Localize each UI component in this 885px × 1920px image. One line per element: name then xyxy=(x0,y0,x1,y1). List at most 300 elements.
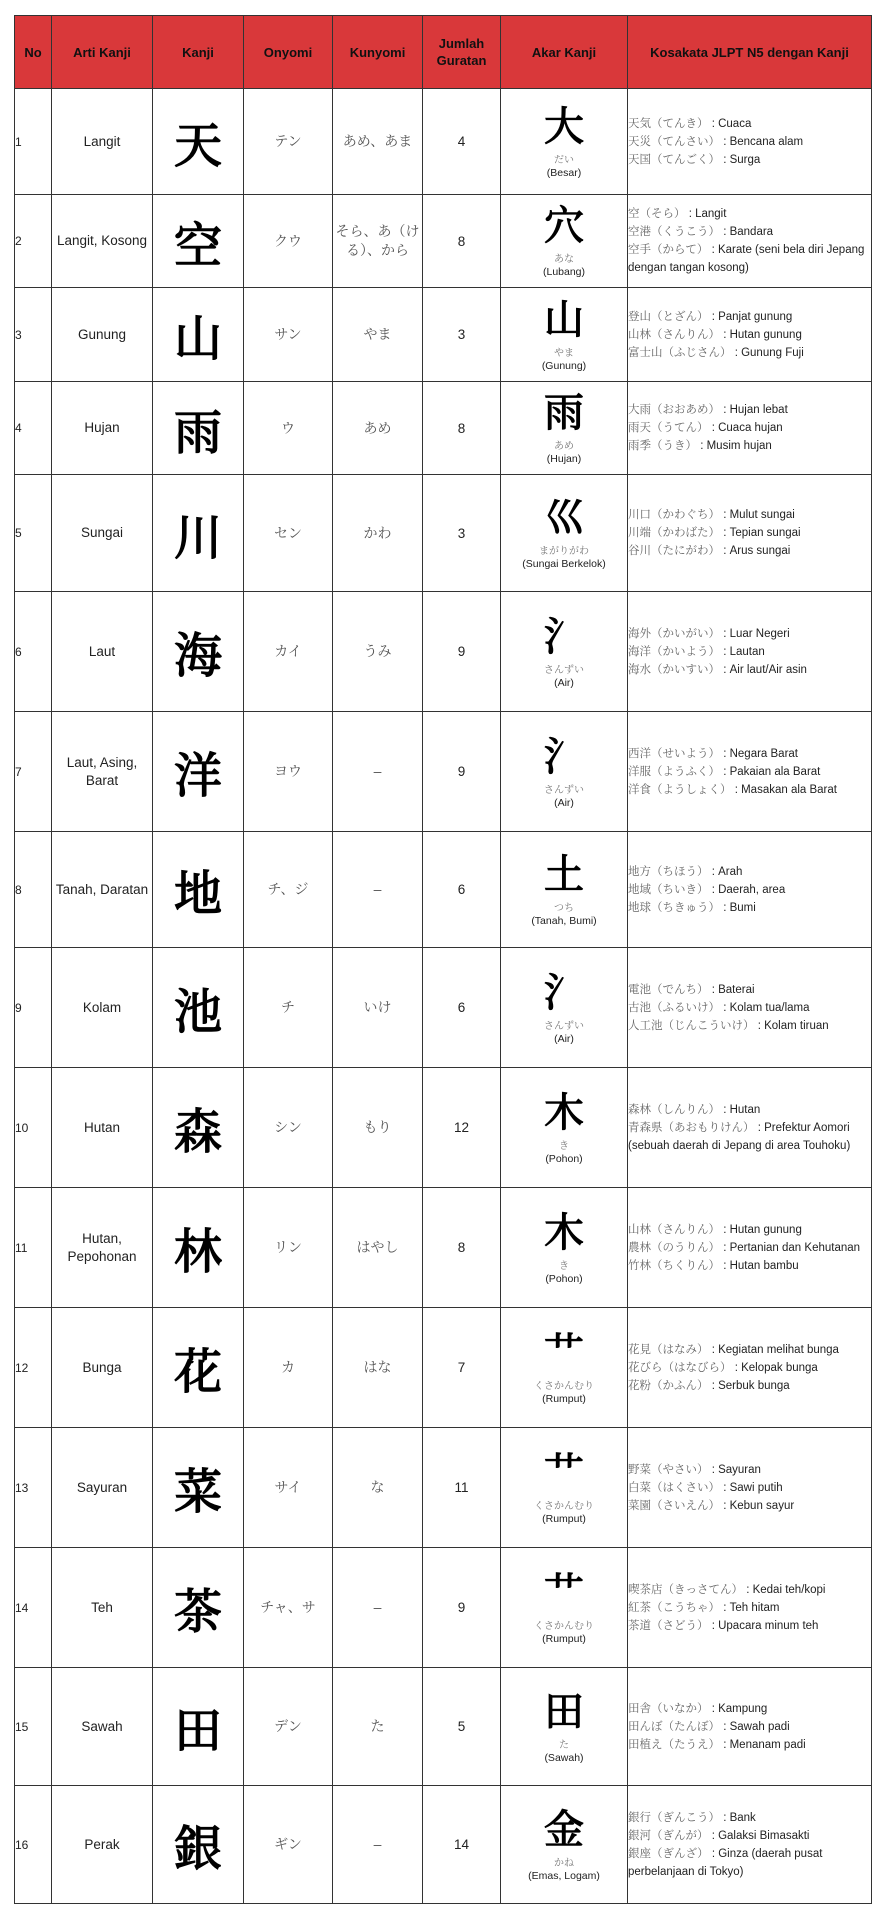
onyomi-reading: チャ、サ xyxy=(244,1548,333,1668)
vocab-item xyxy=(628,1341,871,1359)
kanji-meaning: Langit, Kosong xyxy=(52,195,153,288)
kunyomi-reading: た xyxy=(333,1668,423,1786)
vocab-item xyxy=(628,1461,871,1479)
vocab-japanese: 白菜（はくさい） xyxy=(628,1481,720,1494)
kanji-meaning: Sayuran xyxy=(52,1428,153,1548)
vocab-meaning: : Kegiatan melihat bunga xyxy=(711,1343,839,1356)
vocab-item xyxy=(628,1119,871,1155)
radical-glyph: 艹 xyxy=(544,1449,584,1496)
radical-meaning: (Rumput) xyxy=(542,1392,586,1405)
vocab-japanese: 空港（くうこう） xyxy=(628,226,720,238)
radical-reading: だい xyxy=(554,154,574,166)
kunyomi-reading: – xyxy=(333,712,423,832)
onyomi-reading: サン xyxy=(244,288,333,382)
stroke-count: 4 xyxy=(423,89,501,195)
kunyomi-reading: かわ xyxy=(333,475,423,592)
vocab-japanese: 銀座（ぎんざ） xyxy=(628,1847,709,1860)
radical-glyph: 雨 xyxy=(544,390,584,436)
radical-glyph: 艹 xyxy=(544,1329,584,1376)
vocab-japanese: 西洋（せいよう） xyxy=(628,747,720,760)
kunyomi-reading: – xyxy=(333,832,423,948)
vocab-japanese: 洋食（ようしょく） xyxy=(628,783,732,796)
row-number: 10 xyxy=(15,1068,52,1188)
row-number: 14 xyxy=(15,1548,52,1668)
radical-meaning: (Sungai Berkelok) xyxy=(522,558,606,570)
radical-meaning: (Besar) xyxy=(546,166,582,179)
stroke-count: 3 xyxy=(423,288,501,382)
vocab-item xyxy=(628,506,871,524)
kunyomi-reading: やま xyxy=(333,288,423,382)
stroke-count: 3 xyxy=(423,475,501,592)
radical-reading: さんずい xyxy=(544,664,584,676)
header-arti-kanji: Arti Kanji xyxy=(52,16,153,89)
vocab-meaning: : Baterai xyxy=(711,983,755,996)
vocab-item xyxy=(628,308,871,326)
vocab-meaning: : Bandara xyxy=(723,226,774,238)
radical-cell xyxy=(501,382,628,475)
kanji-character: 川 xyxy=(153,475,244,592)
table-row xyxy=(15,712,872,832)
vocab-item xyxy=(628,745,871,763)
header-kunyomi: Kunyomi xyxy=(333,16,423,89)
vocabulary-list xyxy=(628,1428,872,1548)
radical-reading: た xyxy=(559,1739,569,1751)
kanji-character: 茶 xyxy=(153,1548,244,1668)
kanji-character: 田 xyxy=(153,1668,244,1786)
kanji-meaning: Gunung xyxy=(52,288,153,382)
stroke-count: 12 xyxy=(423,1068,501,1188)
onyomi-reading: クウ xyxy=(244,195,333,288)
kanji-meaning: Sawah xyxy=(52,1668,153,1786)
vocab-meaning: : Upacara minum teh xyxy=(711,1619,819,1632)
kanji-character: 雨 xyxy=(153,382,244,475)
kanji-table xyxy=(14,15,872,1904)
radical-reading: かね xyxy=(554,1857,574,1869)
vocab-item xyxy=(628,1221,871,1239)
vocabulary-list xyxy=(628,1668,872,1786)
vocab-japanese: 富士山（ふじさん） xyxy=(628,346,732,359)
table-row xyxy=(15,89,872,195)
table-body xyxy=(15,89,872,1904)
vocab-japanese: 天災（てんさい） xyxy=(628,135,720,148)
header-jumlah-guratan: Jumlah Guratan xyxy=(423,16,501,89)
kanji-character: 花 xyxy=(153,1308,244,1428)
radical-meaning: (Rumput) xyxy=(542,1512,586,1525)
vocab-item xyxy=(628,1377,871,1395)
kanji-meaning: Tanah, Daratan xyxy=(52,832,153,948)
kunyomi-reading: うみ xyxy=(333,592,423,712)
header-kosakata: Kosakata JLPT N5 dengan Kanji xyxy=(628,16,872,89)
stroke-count: 14 xyxy=(423,1786,501,1904)
onyomi-reading: リン xyxy=(244,1188,333,1308)
table-row xyxy=(15,195,872,288)
vocab-meaning: : Masakan ala Barat xyxy=(734,783,837,796)
stroke-count: 8 xyxy=(423,1188,501,1308)
table-row xyxy=(15,1786,872,1904)
vocab-meaning: : Luar Negeri xyxy=(723,627,790,640)
vocab-meaning: : Kelopak bunga xyxy=(734,1361,818,1374)
row-number: 7 xyxy=(15,712,52,832)
vocab-item xyxy=(628,437,871,455)
header-onyomi: Onyomi xyxy=(244,16,333,89)
vocab-japanese: 人工池（じんこういけ） xyxy=(628,1019,755,1032)
vocab-meaning: : Sayuran xyxy=(711,1463,761,1476)
vocab-meaning: : Karate (seni bela diri Jepang dengan tangan kosong) xyxy=(628,244,865,274)
table-row xyxy=(15,288,872,382)
stroke-count: 9 xyxy=(423,592,501,712)
vocabulary-list xyxy=(628,1188,872,1308)
vocab-meaning: : Cuaca xyxy=(711,117,752,130)
table-row xyxy=(15,475,872,592)
table-row xyxy=(15,1308,872,1428)
header-akar-kanji: Akar Kanji xyxy=(501,16,628,89)
vocab-meaning: : Menanam padi xyxy=(723,1738,806,1751)
row-number: 13 xyxy=(15,1428,52,1548)
radical-reading: まがりがわ xyxy=(539,546,589,557)
vocabulary-list xyxy=(628,382,872,475)
vocab-meaning: : Arus sungai xyxy=(723,545,791,557)
kanji-character: 銀 xyxy=(153,1786,244,1904)
vocabulary-list xyxy=(628,288,872,382)
vocab-japanese: 森林（しんりん） xyxy=(628,1103,720,1116)
onyomi-reading: デン xyxy=(244,1668,333,1786)
radical-meaning: (Pohon) xyxy=(545,1272,583,1285)
radical-glyph: 木 xyxy=(544,1089,584,1136)
vocab-item xyxy=(628,1617,871,1635)
vocabulary-list xyxy=(628,475,872,592)
radical-meaning: (Air) xyxy=(554,796,574,809)
row-number: 9 xyxy=(15,948,52,1068)
vocab-japanese: 海洋（かいよう） xyxy=(628,645,720,658)
vocab-japanese: 田んぼ（たんぼ） xyxy=(628,1720,720,1733)
vocab-japanese: 電池（でんち） xyxy=(628,983,709,996)
radical-reading: くさかんむり xyxy=(534,1380,594,1392)
kanji-character: 空 xyxy=(153,195,244,288)
radical-meaning: (Lubang) xyxy=(542,266,586,278)
kanji-meaning: Hutan, Pepohonan xyxy=(52,1188,153,1308)
vocab-japanese: 銀河（ぎんが） xyxy=(628,1829,709,1842)
kanji-character: 天 xyxy=(153,89,244,195)
radical-reading: あめ xyxy=(554,441,574,452)
radical-cell xyxy=(501,712,628,832)
radical-reading: つち xyxy=(554,902,574,914)
vocab-item xyxy=(628,981,871,999)
vocab-item xyxy=(628,863,871,881)
vocab-meaning: : Teh hitam xyxy=(723,1601,780,1614)
vocab-meaning: : Kolam tiruan xyxy=(757,1019,829,1032)
table-row xyxy=(15,948,872,1068)
vocab-item xyxy=(628,643,871,661)
radical-meaning: (Gunung) xyxy=(541,359,587,372)
vocab-japanese: 菜園（さいえん） xyxy=(628,1499,720,1512)
vocab-item xyxy=(628,151,871,169)
vocab-japanese: 花見（はなみ） xyxy=(628,1343,709,1356)
vocab-item xyxy=(628,999,871,1017)
vocab-item xyxy=(628,625,871,643)
radical-meaning: (Air) xyxy=(554,676,574,689)
vocab-japanese: 地方（ちほう） xyxy=(628,865,709,878)
vocab-meaning: : Daerah, area xyxy=(711,883,786,896)
radical-cell xyxy=(501,948,628,1068)
row-number: 12 xyxy=(15,1308,52,1428)
table-row xyxy=(15,1668,872,1786)
row-number: 1 xyxy=(15,89,52,195)
kunyomi-reading: あめ xyxy=(333,382,423,475)
vocabulary-list xyxy=(628,1548,872,1668)
vocabulary-list xyxy=(628,712,872,832)
kanji-meaning: Bunga xyxy=(52,1308,153,1428)
radical-reading: さんずい xyxy=(544,784,584,796)
vocab-meaning: : Pertanian dan Kehutanan xyxy=(723,1241,861,1254)
table-row xyxy=(15,1188,872,1308)
kanji-character: 山 xyxy=(153,288,244,382)
radical-glyph: 土 xyxy=(544,851,584,898)
vocab-meaning: : Surga xyxy=(723,153,761,166)
kanji-meaning: Laut, Asing, Barat xyxy=(52,712,153,832)
vocab-meaning: : Kolam tua/lama xyxy=(723,1001,810,1014)
vocab-item xyxy=(628,205,871,223)
radical-cell xyxy=(501,475,628,592)
vocab-item xyxy=(628,419,871,437)
row-number: 16 xyxy=(15,1786,52,1904)
radical-glyph: 氵 xyxy=(544,613,584,660)
vocab-japanese: 川口（かわぐち） xyxy=(628,509,720,521)
vocab-japanese: 川端（かわばた） xyxy=(628,527,720,539)
row-number: 11 xyxy=(15,1188,52,1308)
row-number: 3 xyxy=(15,288,52,382)
kunyomi-reading: – xyxy=(333,1786,423,1904)
radical-meaning: (Pohon) xyxy=(545,1152,583,1165)
vocabulary-list xyxy=(628,195,872,288)
kunyomi-reading: もり xyxy=(333,1068,423,1188)
radical-cell xyxy=(501,1188,628,1308)
vocab-item xyxy=(628,881,871,899)
vocab-japanese: 喫茶店（きっさてん） xyxy=(628,1583,743,1596)
radical-cell xyxy=(501,89,628,195)
vocab-japanese: 野菜（やさい） xyxy=(628,1463,709,1476)
radical-glyph: 氵 xyxy=(544,733,584,780)
vocab-item xyxy=(628,1700,871,1718)
onyomi-reading: シン xyxy=(244,1068,333,1188)
radical-glyph: 巛 xyxy=(544,495,584,541)
vocab-meaning: : Sawah padi xyxy=(723,1720,790,1733)
vocab-japanese: 海外（かいがい） xyxy=(628,627,720,640)
radical-meaning: (Air) xyxy=(554,1032,574,1045)
kunyomi-reading: あめ、あま xyxy=(333,89,423,195)
stroke-count: 7 xyxy=(423,1308,501,1428)
vocab-japanese: 天気（てんき） xyxy=(628,117,709,130)
vocab-japanese: 天国（てんごく） xyxy=(628,153,720,166)
vocab-meaning: : Cuaca hujan xyxy=(711,422,783,434)
radical-reading: あな xyxy=(554,254,574,265)
table-row xyxy=(15,592,872,712)
radical-cell xyxy=(501,1428,628,1548)
row-number: 5 xyxy=(15,475,52,592)
vocab-japanese: 古池（ふるいけ） xyxy=(628,1001,720,1014)
radical-reading: やま xyxy=(554,347,574,359)
table-row xyxy=(15,1428,872,1548)
radical-glyph: 艹 xyxy=(544,1569,584,1616)
vocab-item xyxy=(628,133,871,151)
vocabulary-list xyxy=(628,948,872,1068)
vocab-japanese: 雨天（うてん） xyxy=(628,422,709,434)
radical-cell xyxy=(501,1308,628,1428)
kanji-meaning: Kolam xyxy=(52,948,153,1068)
vocab-meaning: : Bumi xyxy=(723,901,756,914)
vocab-japanese: 洋服（ようふく） xyxy=(628,765,720,778)
vocab-japanese: 紅茶（こうちゃ） xyxy=(628,1601,720,1614)
vocab-item xyxy=(628,542,871,560)
radical-glyph: 穴 xyxy=(544,203,584,249)
vocab-item xyxy=(628,524,871,542)
vocab-meaning: : Ginza (daerah pusat perbelanjaan di Tokyo) xyxy=(628,1847,823,1878)
radical-meaning: (Tanah, Bumi) xyxy=(531,914,597,927)
vocab-meaning: : Bencana alam xyxy=(723,135,804,148)
stroke-count: 8 xyxy=(423,382,501,475)
kunyomi-reading: な xyxy=(333,1428,423,1548)
vocab-japanese: 谷川（たにがわ） xyxy=(628,545,720,557)
header-no: No xyxy=(15,16,52,89)
vocabulary-list xyxy=(628,1068,872,1188)
stroke-count: 11 xyxy=(423,1428,501,1548)
vocab-item xyxy=(628,763,871,781)
vocabulary-list xyxy=(628,1786,872,1904)
stroke-count: 6 xyxy=(423,832,501,948)
stroke-count: 9 xyxy=(423,1548,501,1668)
onyomi-reading: ヨウ xyxy=(244,712,333,832)
vocabulary-list xyxy=(628,592,872,712)
vocab-japanese: 花びら（はなびら） xyxy=(628,1361,732,1374)
vocabulary-list xyxy=(628,832,872,948)
onyomi-reading: サイ xyxy=(244,1428,333,1548)
radical-reading: さんずい xyxy=(544,1020,584,1032)
vocab-item xyxy=(628,1497,871,1515)
vocab-japanese: 登山（とざん） xyxy=(628,310,709,323)
radical-cell xyxy=(501,1668,628,1786)
vocab-item xyxy=(628,1101,871,1119)
vocab-meaning: : Serbuk bunga xyxy=(711,1379,790,1392)
radical-reading: くさかんむり xyxy=(534,1500,594,1512)
row-number: 4 xyxy=(15,382,52,475)
table-row xyxy=(15,1068,872,1188)
vocab-meaning: : Arah xyxy=(711,865,743,878)
vocab-item xyxy=(628,1479,871,1497)
vocab-japanese: 青森県（あおもりけん） xyxy=(628,1121,755,1134)
vocab-japanese: 地域（ちいき） xyxy=(628,883,709,896)
vocabulary-list xyxy=(628,89,872,195)
vocab-meaning: : Kedai teh/kopi xyxy=(746,1583,826,1596)
kanji-character: 林 xyxy=(153,1188,244,1308)
vocab-item xyxy=(628,1718,871,1736)
vocab-japanese: 地球（ちきゅう） xyxy=(628,901,720,914)
kunyomi-reading: そら、あ（ける）、から xyxy=(333,195,423,288)
kanji-character: 池 xyxy=(153,948,244,1068)
vocab-meaning: : Hutan gunung xyxy=(723,328,802,341)
radical-meaning: (Sawah) xyxy=(544,1751,584,1764)
vocab-meaning: : Sawi putih xyxy=(723,1481,783,1494)
radical-reading: き xyxy=(559,1260,569,1272)
kunyomi-reading: はな xyxy=(333,1308,423,1428)
vocab-japanese: 田舎（いなか） xyxy=(628,1702,709,1715)
kanji-meaning: Sungai xyxy=(52,475,153,592)
vocab-japanese: 茶道（さどう） xyxy=(628,1619,709,1632)
onyomi-reading: チ xyxy=(244,948,333,1068)
row-number: 15 xyxy=(15,1668,52,1786)
radical-cell xyxy=(501,195,628,288)
kunyomi-reading: はやし xyxy=(333,1188,423,1308)
radical-cell xyxy=(501,832,628,948)
vocab-meaning: : Mulut sungai xyxy=(723,509,795,521)
kanji-meaning: Teh xyxy=(52,1548,153,1668)
radical-glyph: 金 xyxy=(544,1806,584,1853)
vocab-meaning: : Prefektur Aomori (sebuah daerah di Jepang di area Touhoku) xyxy=(628,1121,851,1152)
row-number: 6 xyxy=(15,592,52,712)
vocab-meaning: : Hutan bambu xyxy=(723,1259,799,1272)
stroke-count: 8 xyxy=(423,195,501,288)
kanji-character: 洋 xyxy=(153,712,244,832)
vocab-item xyxy=(628,223,871,241)
radical-cell xyxy=(501,288,628,382)
vocab-japanese: 竹林（ちくりん） xyxy=(628,1259,720,1272)
vocab-item xyxy=(628,1257,871,1275)
row-number: 8 xyxy=(15,832,52,948)
onyomi-reading: セン xyxy=(244,475,333,592)
vocab-meaning: : Hutan xyxy=(723,1103,761,1116)
vocab-item xyxy=(628,899,871,917)
kunyomi-reading: いけ xyxy=(333,948,423,1068)
stroke-count: 5 xyxy=(423,1668,501,1786)
vocab-meaning: : Hujan lebat xyxy=(723,404,788,416)
vocab-meaning: : Pakaian ala Barat xyxy=(723,765,821,778)
radical-meaning: (Rumput) xyxy=(542,1632,586,1645)
vocab-item xyxy=(628,326,871,344)
stroke-count: 6 xyxy=(423,948,501,1068)
radical-glyph: 田 xyxy=(544,1688,584,1735)
table-row xyxy=(15,382,872,475)
vocab-meaning: : Tepian sungai xyxy=(723,527,801,539)
onyomi-reading: テン xyxy=(244,89,333,195)
radical-glyph: 大 xyxy=(544,103,584,150)
vocab-japanese: 雨季（うき） xyxy=(628,440,697,452)
vocab-japanese: 山林（さんりん） xyxy=(628,1223,720,1236)
kanji-meaning: Hutan xyxy=(52,1068,153,1188)
radical-reading: き xyxy=(559,1140,569,1152)
table-row xyxy=(15,832,872,948)
kanji-meaning: Laut xyxy=(52,592,153,712)
vocab-meaning: : Hutan gunung xyxy=(723,1223,802,1236)
vocab-item xyxy=(628,241,871,277)
vocab-japanese: 空手（からて） xyxy=(628,244,709,256)
vocab-meaning: : Langit xyxy=(688,208,727,220)
kanji-character: 海 xyxy=(153,592,244,712)
vocab-meaning: : Galaksi Bimasakti xyxy=(711,1829,810,1842)
vocab-item xyxy=(628,344,871,362)
vocab-meaning: : Negara Barat xyxy=(723,747,798,760)
kanji-meaning: Perak xyxy=(52,1786,153,1904)
radical-glyph: 木 xyxy=(544,1209,584,1256)
vocab-item xyxy=(628,1359,871,1377)
vocab-item xyxy=(628,1599,871,1617)
kunyomi-reading: – xyxy=(333,1548,423,1668)
kanji-character: 菜 xyxy=(153,1428,244,1548)
vocab-japanese: 農林（のうりん） xyxy=(628,1241,720,1254)
vocab-meaning: : Musim hujan xyxy=(700,440,772,452)
vocab-item xyxy=(628,1827,871,1845)
vocab-japanese: 田植え（たうえ） xyxy=(628,1738,720,1751)
kanji-meaning: Langit xyxy=(52,89,153,195)
table-row xyxy=(15,1548,872,1668)
kanji-character: 地 xyxy=(153,832,244,948)
